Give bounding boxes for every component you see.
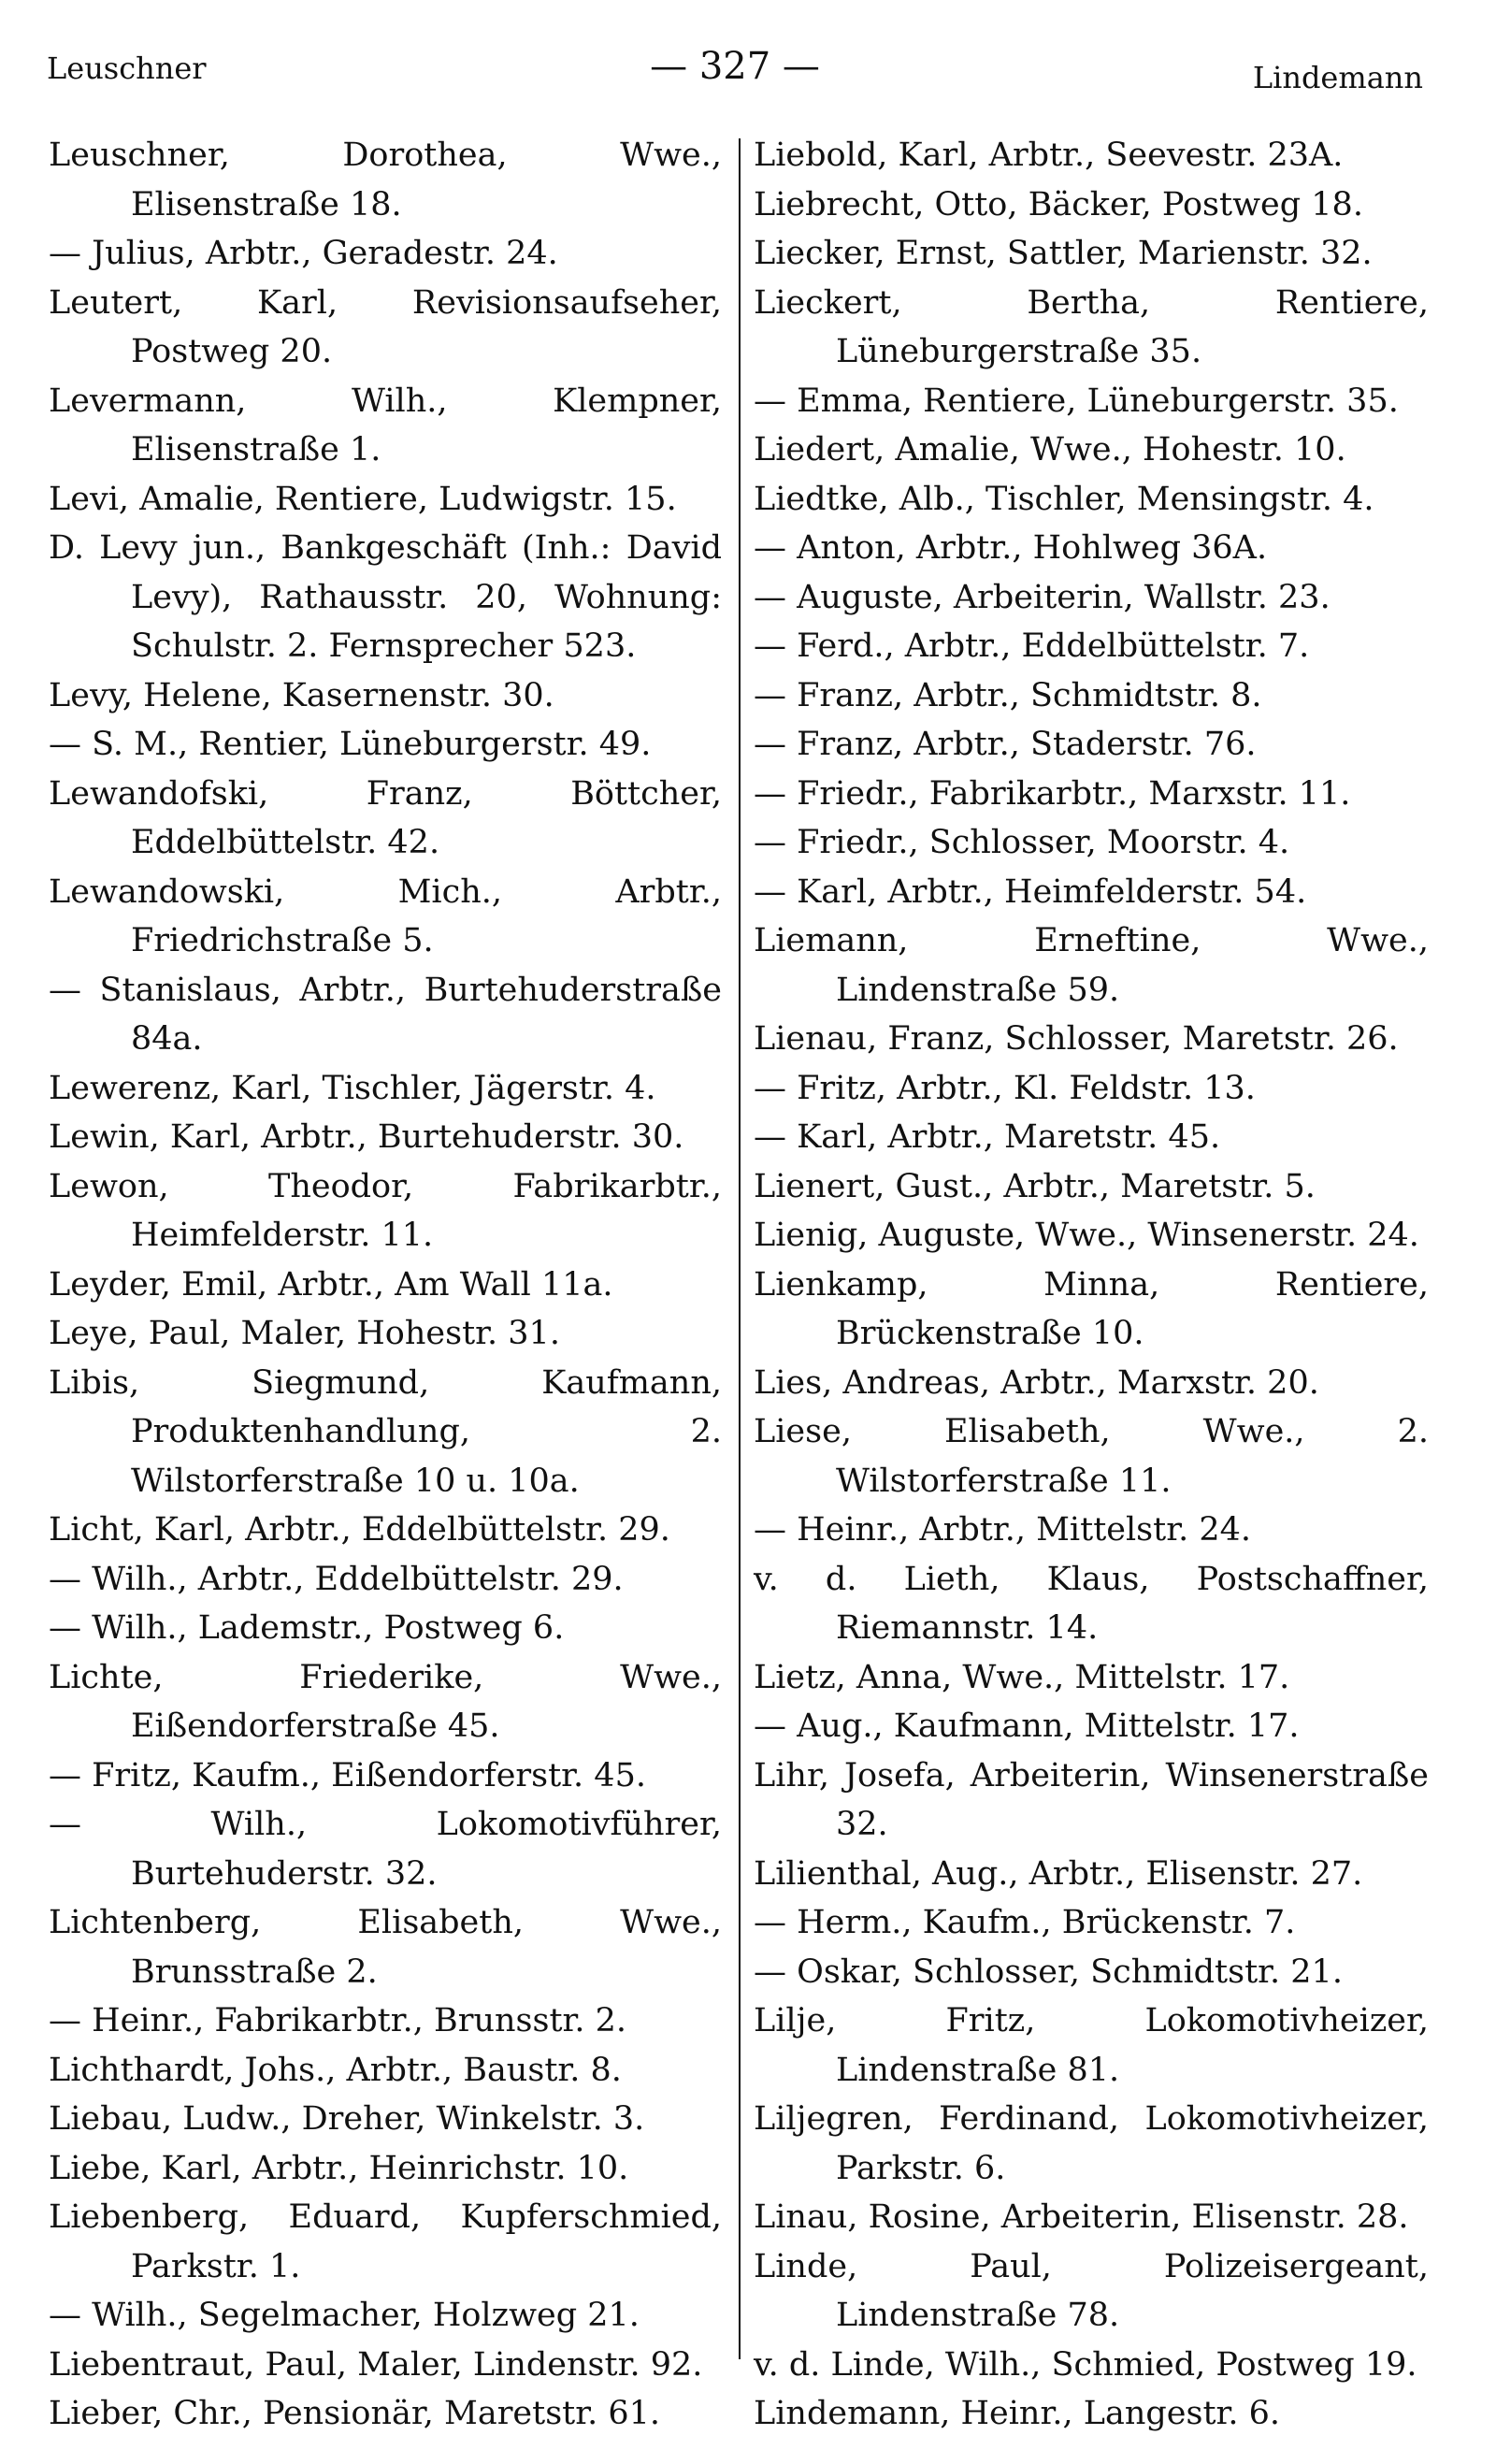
- directory-entry: Liemann, Erneftine, Wwe., Lindenstraße 59.: [754, 922, 1429, 1009]
- directory-entry: Liecker, Ernst, Sattler, Marienstr. 32.: [754, 235, 1373, 272]
- directory-entry: Liebenberg, Eduard, Kupferschmied, Parkstr. 1.: [49, 2198, 722, 2285]
- directory-entry: Linde, Paul, Polizeisergeant, Lindenstraße 78.: [754, 2247, 1429, 2334]
- directory-entry: Liedert, Amalie, Wwe., Hohestr. 10.: [754, 431, 1346, 468]
- left-column: [49, 131, 722, 2439]
- directory-entry: Lewandofski, Franz, Böttcher, Eddelbüttelstr. 42.: [49, 774, 722, 861]
- directory-entry: — Franz, Arbtr., Staderstr. 76.: [754, 726, 1257, 763]
- directory-entry: Lieckert, Bertha, Rentiere, Lüneburgerstraße 35.: [754, 283, 1429, 370]
- directory-entry: Leyder, Emil, Arbtr., Am Wall 11a.: [49, 1265, 613, 1304]
- directory-entry: — Wilh., Arbtr., Eddelbüttelstr. 29.: [49, 1560, 624, 1598]
- running-header: [47, 45, 1423, 101]
- directory-entry: Lichte, Friederike, Wwe., Eißendorferstraße 45.: [49, 1658, 722, 1745]
- directory-entry: — Anton, Arbtr., Hohlweg 36A.: [754, 529, 1268, 567]
- directory-entry: Liljegren, Ferdinand, Lokomotivheizer, Parkstr. 6.: [754, 2100, 1429, 2187]
- directory-entry: Lewerenz, Karl, Tischler, Jägerstr. 4.: [49, 1069, 656, 1107]
- directory-entry: Lienig, Auguste, Wwe., Winsenerstr. 24.: [754, 1217, 1419, 1254]
- directory-entry: Liebau, Ludw., Dreher, Winkelstr. 3.: [49, 2100, 645, 2138]
- directory-entry: — Franz, Arbtr., Schmidtstr. 8.: [754, 676, 1262, 714]
- directory-entry: Liedtke, Alb., Tischler, Mensingstr. 4.: [754, 480, 1374, 518]
- directory-entry: Lieber, Chr., Pensionär, Maretstr. 61.: [49, 2395, 661, 2432]
- directory-entry: — Fritz, Kaufm., Eißendorferstr. 45.: [49, 1756, 646, 1794]
- page-number: — 327 —: [650, 45, 820, 88]
- directory-entry: — Karl, Arbtr., Heimfelderstr. 54.: [754, 872, 1307, 911]
- directory-entry: — Fritz, Arbtr., Kl. Feldstr. 13.: [754, 1069, 1256, 1107]
- directory-entry: — Heinr., Fabrikarbtr., Brunsstr. 2.: [49, 2002, 627, 2039]
- directory-entry: Lihr, Josefa, Arbeiterin, Winsenerstraße 32.: [754, 1756, 1429, 1843]
- directory-entry: — Heinr., Arbtr., Mittelstr. 24.: [754, 1511, 1251, 1549]
- directory-entry: Licht, Karl, Arbtr., Eddelbüttelstr. 29.: [49, 1511, 670, 1549]
- directory-entry: Lewin, Karl, Arbtr., Burtehuderstr. 30.: [49, 1118, 684, 1156]
- directory-entry: — Karl, Arbtr., Maretstr. 45.: [754, 1118, 1221, 1156]
- directory-entry: — Friedr., Fabrikarbtr., Marxstr. 11.: [754, 774, 1351, 813]
- directory-entry: — Emma, Rentiere, Lüneburgerstr. 35.: [754, 382, 1399, 420]
- directory-entry: — Herm., Kaufm., Brückenstr. 7.: [754, 1904, 1296, 1941]
- directory-entry: Lies, Andreas, Arbtr., Marxstr. 20.: [754, 1363, 1319, 1402]
- directory-entry: — Stanislaus, Arbtr., Burtehuderstraße 84a.: [49, 971, 722, 1058]
- directory-entry: Lindemann, Heinr., Langestr. 6.: [754, 2395, 1281, 2432]
- directory-entry: Leye, Paul, Maler, Hohestr. 31.: [49, 1315, 560, 1352]
- directory-entry: Liebrecht, Otto, Bäcker, Postweg 18.: [754, 185, 1363, 223]
- directory-entry: Lichthardt, Johs., Arbtr., Baustr. 8.: [49, 2051, 622, 2089]
- directory-entry: Levermann, Wilh., Klempner, Elisenstraße 1.: [49, 382, 722, 468]
- directory-entry: Lienau, Franz, Schlosser, Maretstr. 26.: [754, 1020, 1399, 1058]
- directory-entry: Levy, Helene, Kasernenstr. 30.: [49, 676, 554, 714]
- directory-entry: Liebold, Karl, Arbtr., Seevestr. 23A.: [754, 137, 1344, 174]
- directory-entry: Lilje, Fritz, Lokomotivheizer, Lindenstraße 81.: [754, 2002, 1429, 2089]
- directory-entry: Liese, Elisabeth, Wwe., 2. Wilstorferstraße 11.: [754, 1413, 1429, 1500]
- directory-entry: Lienert, Gust., Arbtr., Maretstr. 5.: [754, 1167, 1316, 1205]
- column-divider: [739, 138, 741, 2359]
- directory-entry: — Julius, Arbtr., Geradestr. 24.: [49, 235, 558, 272]
- header-last-name: Lindemann: [1252, 60, 1423, 95]
- directory-entry: — Wilh., Lademstr., Postweg 6.: [49, 1609, 565, 1647]
- directory-entry: — Ferd., Arbtr., Eddelbüttelstr. 7.: [754, 627, 1310, 665]
- directory-entry: Linau, Rosine, Arbeiterin, Elisenstr. 28.: [754, 2198, 1409, 2236]
- directory-entry: — S. M., Rentier, Lüneburgerstr. 49.: [49, 726, 652, 763]
- directory-entry: Levi, Amalie, Rentiere, Ludwigstr. 15.: [49, 480, 677, 518]
- directory-entry: — Friedr., Schlosser, Moorstr. 4.: [754, 824, 1290, 861]
- directory-entry: — Wilh., Lokomotivführer, Burtehuderstr. 32.: [49, 1806, 722, 1893]
- directory-entry: — Wilh., Segelmacher, Holzweg 21.: [49, 2297, 640, 2334]
- directory-entry: Liebentraut, Paul, Maler, Lindenstr. 92.: [49, 2345, 703, 2384]
- directory-entry: Lietz, Anna, Wwe., Mittelstr. 17.: [754, 1658, 1290, 1696]
- directory-entry: Leuschner, Dorothea, Wwe., Elisenstraße 18.: [49, 137, 722, 223]
- directory-entry: Liebe, Karl, Arbtr., Heinrichstr. 10.: [49, 2149, 629, 2187]
- directory-entry: D. Levy jun., Bankgeschäft (Inh.: David Levy), Rathausstr. 20, Wohnung: Schulstr. 2. Fernsprecher 523.: [49, 529, 722, 665]
- directory-entry: — Oskar, Schlosser, Schmidtstr. 21.: [754, 1952, 1343, 1991]
- directory-entry: Lewon, Theodor, Fabrikarbtr., Heimfelderstr. 11.: [49, 1167, 722, 1254]
- directory-entry: v. d. Linde, Wilh., Schmied, Postweg 19.: [754, 2345, 1417, 2384]
- directory-entry: Lichtenberg, Elisabeth, Wwe., Brunsstraße 2.: [49, 1904, 722, 1991]
- directory-entry: Libis, Siegmund, Kaufmann, Produktenhandlung, 2. Wilstorferstraße 10 u. 10a.: [49, 1363, 722, 1500]
- directory-entry: Lilienthal, Aug., Arbtr., Elisenstr. 27.: [754, 1854, 1363, 1893]
- directory-entry: Lienkamp, Minna, Rentiere, Brückenstraße 10.: [754, 1265, 1429, 1352]
- directory-entry: Leutert, Karl, Revisionsaufseher, Postweg 20.: [49, 283, 722, 370]
- directory-entry: — Auguste, Arbeiterin, Wallstr. 23.: [754, 578, 1331, 616]
- header-first-name: Leuschner: [47, 50, 207, 86]
- right-column: [754, 131, 1429, 2439]
- directory-entry: Lewandowski, Mich., Arbtr., Friedrichstraße 5.: [49, 872, 722, 959]
- directory-entry: v. d. Lieth, Klaus, Postschaffner, Riemannstr. 14.: [754, 1560, 1429, 1647]
- directory-entry: — Aug., Kaufmann, Mittelstr. 17.: [754, 1708, 1300, 1745]
